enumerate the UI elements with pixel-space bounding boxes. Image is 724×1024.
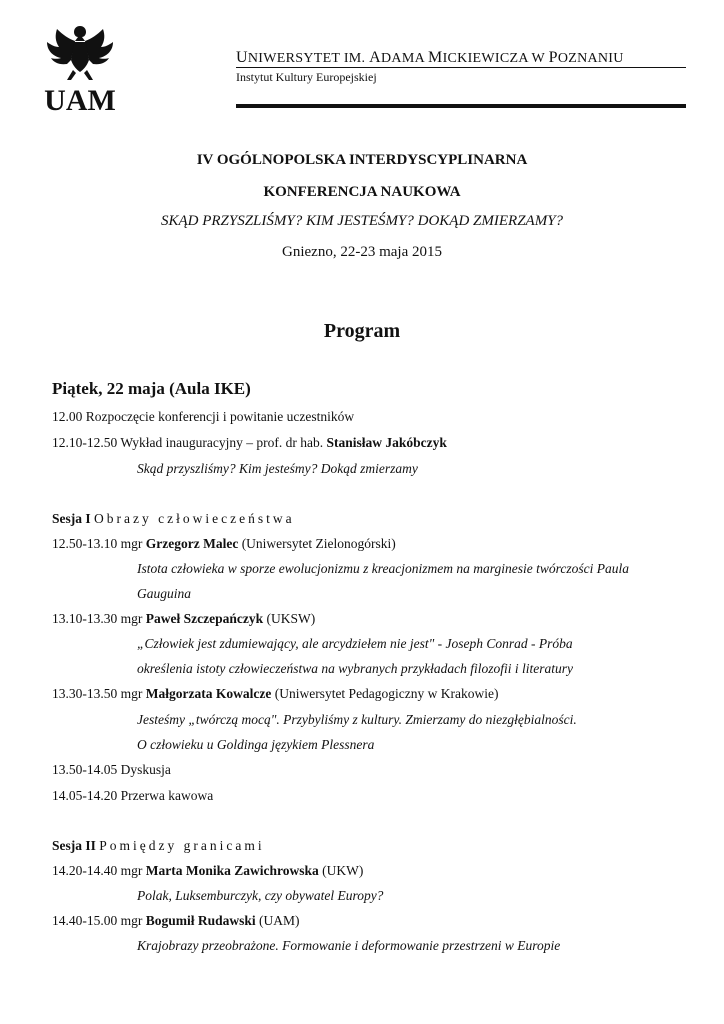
- speaker-name: Małgorzata Kowalcze: [145, 686, 272, 701]
- program-entry: 13.30-13.50 mgr Małgorzata Kowalcze (Uniwersytet Pedagogiczny w Krakowie): [52, 686, 499, 701]
- speaker-name: Stanisław Jakóbczyk: [326, 435, 447, 450]
- conference-subtitle: SKĄD PRZYSZLIŚMY? KIM JESTEŚMY? DOKĄD ZMIERZAMY?: [160, 213, 564, 229]
- speaker-name: Paweł Szczepańczyk: [145, 611, 264, 626]
- program-entry: 12.00 Rozpoczęcie konferencji i powitanie uczestników: [52, 409, 355, 424]
- place-date: Gniezno, 22-23 maja 2015: [282, 244, 442, 260]
- session-heading: Sesja II Pomiędzy granicami: [52, 838, 265, 853]
- program-heading: Program: [323, 320, 401, 342]
- talk-title: Gauguina: [137, 586, 191, 601]
- talk-title: określenia istoty człowieczeństwa na wybranych przykładach filozofii i literatury: [137, 661, 573, 676]
- header-rule-thick: [236, 104, 686, 108]
- program-entry: 13.50-14.05 Dyskusja: [52, 762, 171, 777]
- talk-title: „Człowiek jest zdumiewający, ale arcydziełem nie jest" - Joseph Conrad - Próba: [137, 636, 573, 651]
- talk-title: Jesteśmy „twórczą mocą". Przybyliśmy z kultury. Zmierzamy do niezgłębialności.: [137, 712, 577, 727]
- day-heading: Piątek, 22 maja (Aula IKE): [52, 379, 251, 398]
- speaker-name: Marta Monika Zawichrowska: [145, 863, 319, 878]
- program-entry: 14.05-14.20 Przerwa kawowa: [52, 788, 214, 803]
- session-heading: Sesja I Obrazy człowieczeństwa: [52, 511, 295, 526]
- header-rule-thin: [236, 67, 686, 68]
- program-entry: 14.20-14.40 mgr Marta Monika Zawichrowska (UKW): [52, 863, 364, 878]
- logo-text: UAM: [44, 84, 116, 114]
- program-entry: 14.40-15.00 mgr Bogumił Rudawski (UAM): [52, 913, 300, 928]
- speaker-name: Grzegorz Malec: [145, 536, 239, 551]
- conference-title-line2: KONFERENCJA NAUKOWA: [263, 184, 461, 200]
- talk-title: Krajobrazy przeobrażone. Formowanie i deformowanie przestrzeni w Europie: [137, 938, 561, 953]
- eagle-icon: [47, 26, 113, 80]
- talk-title: Polak, Luksemburczyk, czy obywatel Europy?: [137, 888, 384, 903]
- university-name: UNIWERSYTET IM. ADAMA MICKIEWICZA W POZNANIU: [236, 49, 624, 66]
- conference-title-line1: IV OGÓLNOPOLSKA INTERDYSCYPLINARNA: [196, 152, 528, 168]
- program-entry: 12.10-12.50 Wykład inauguracyjny – prof. dr hab. Stanisław Jakóbczyk: [52, 435, 447, 450]
- talk-title: Skąd przyszliśmy? Kim jesteśmy? Dokąd zmierzamy: [137, 461, 418, 476]
- talk-title: O człowieku u Goldinga językiem Plessnera: [137, 737, 375, 752]
- uam-logo: [40, 22, 120, 114]
- program-entry: 12.50-13.10 mgr Grzegorz Malec (Uniwersytet Zielonogórski): [52, 536, 396, 551]
- talk-title: Istota człowieka w sporze ewolucjonizmu z kreacjonizmem na marginesie twórczości Paula: [137, 561, 629, 576]
- speaker-name: Bogumił Rudawski: [145, 913, 256, 928]
- institute-name: Instytut Kultury Europejskiej: [236, 70, 377, 84]
- program-entry: 13.10-13.30 mgr Paweł Szczepańczyk (UKSW): [52, 611, 316, 626]
